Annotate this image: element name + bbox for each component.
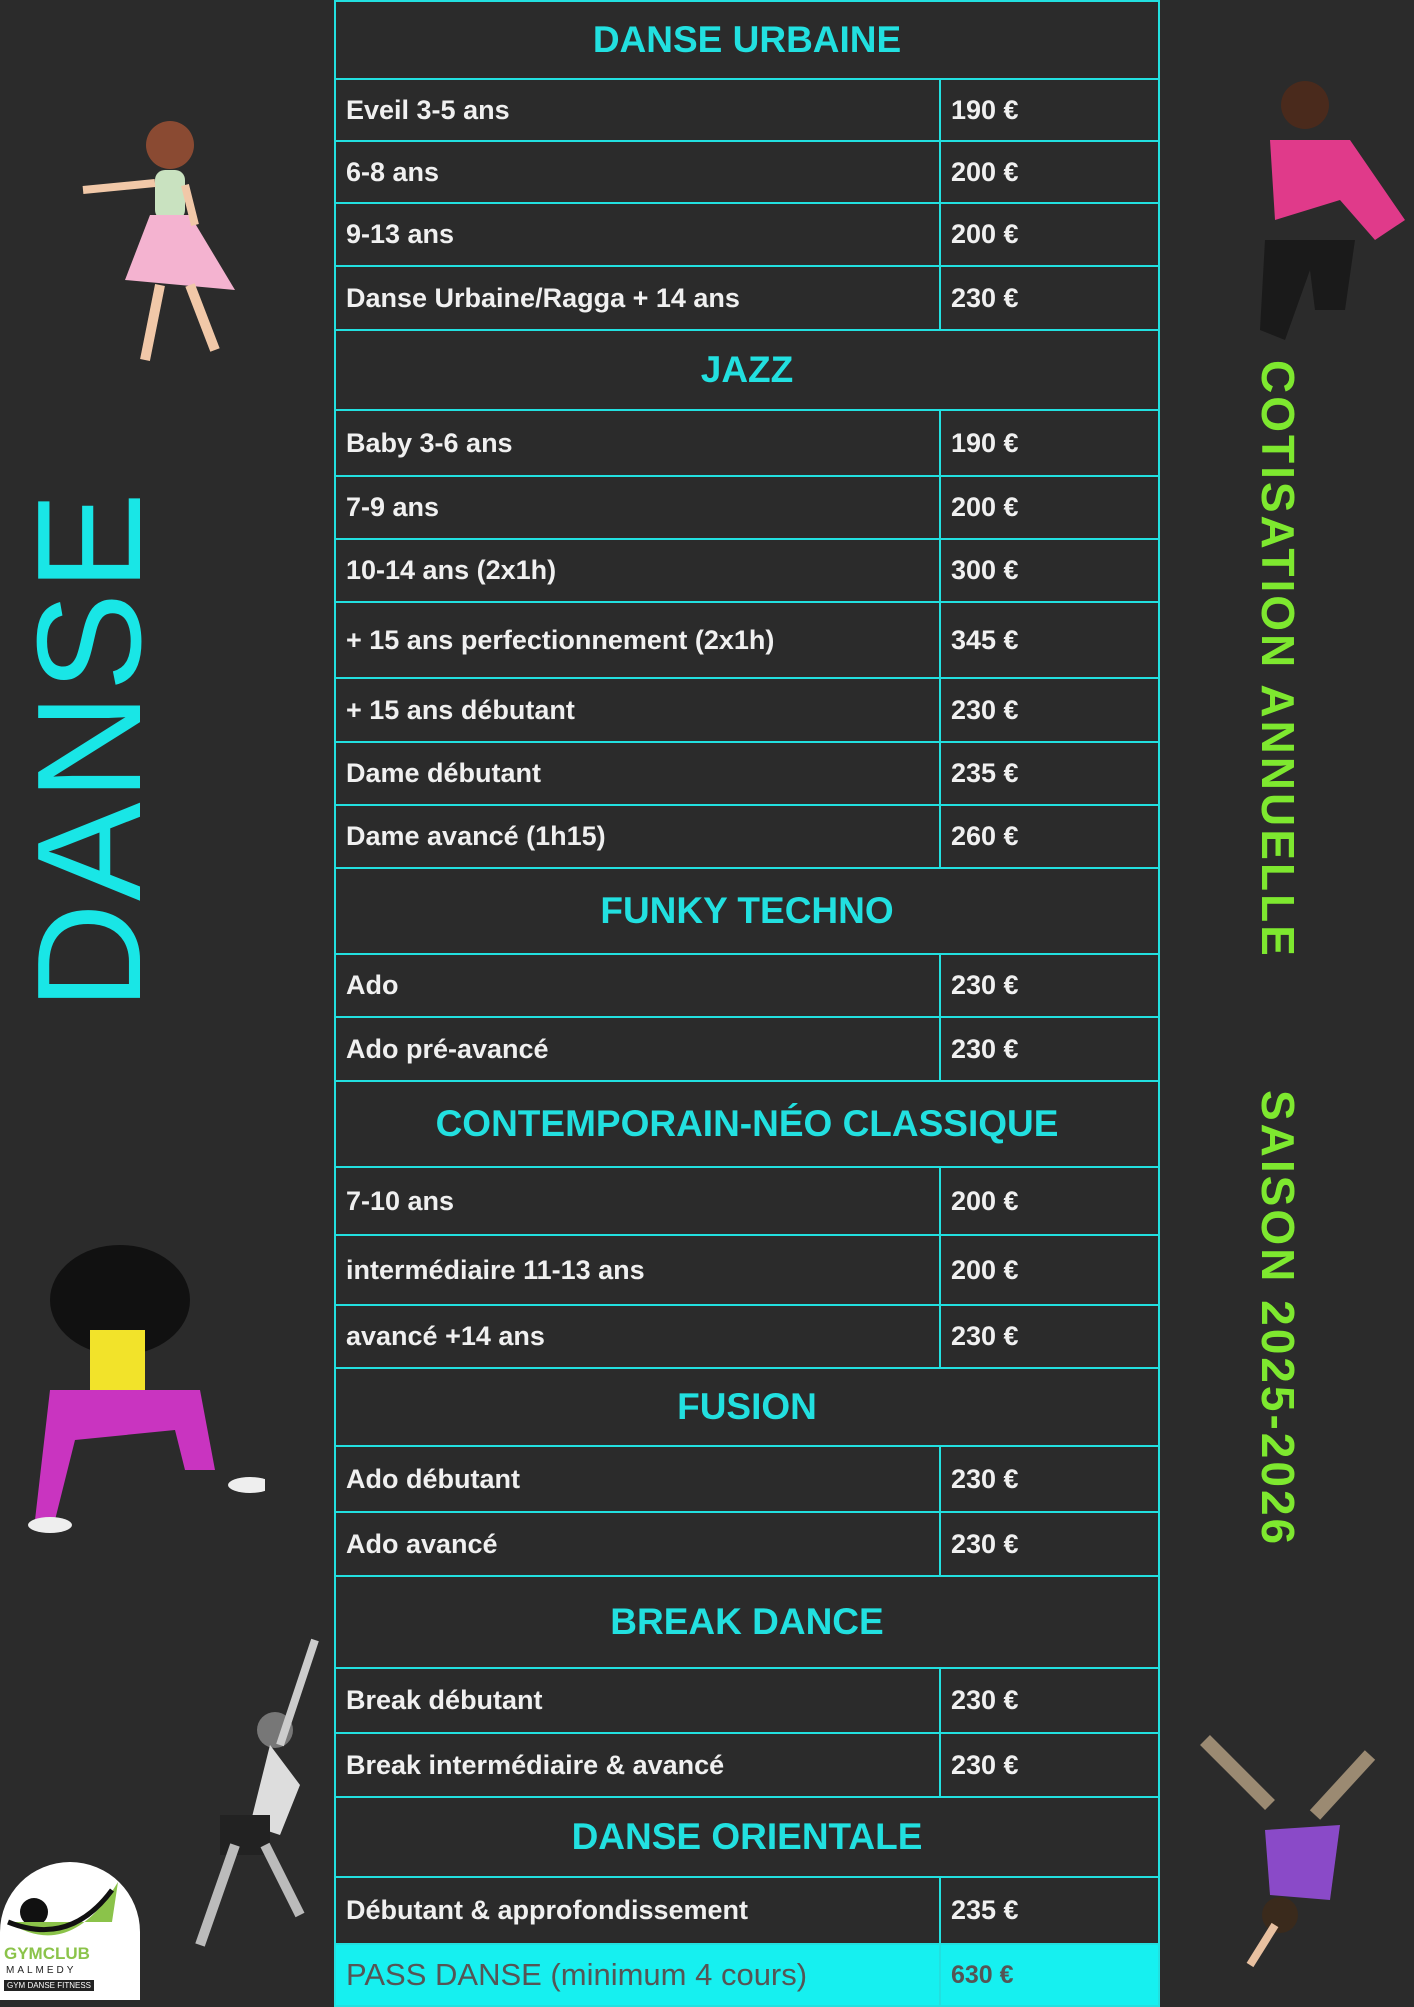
course-label: Ado débutant <box>335 1446 940 1512</box>
section-header <box>335 1081 1159 1167</box>
section-header <box>335 1368 1159 1446</box>
course-price: 230 € <box>940 1446 1159 1512</box>
price-row <box>335 1235 1159 1305</box>
course-price: 230 € <box>940 1733 1159 1797</box>
dancer-bw-photo <box>180 1635 330 1955</box>
section-header <box>335 1797 1159 1877</box>
course-price: 260 € <box>940 805 1159 868</box>
course-label: 6-8 ans <box>335 141 940 203</box>
price-row <box>335 1167 1159 1235</box>
course-label: avancé +14 ans <box>335 1305 940 1368</box>
pass-label: PASS DANSE (minimum 4 cours) <box>335 1944 940 2006</box>
section-title: FUSION <box>335 1368 1159 1446</box>
course-label: Ado pré-avancé <box>335 1017 940 1081</box>
course-price: 230 € <box>940 954 1159 1017</box>
gymclub-logo <box>0 1862 140 2000</box>
course-label: Break intermédiaire & avancé <box>335 1733 940 1797</box>
price-row <box>335 1017 1159 1081</box>
logo-tagline: GYM DANSE FITNESS <box>4 1980 94 1991</box>
course-label: Danse Urbaine/Ragga + 14 ans <box>335 266 940 330</box>
course-label: Eveil 3-5 ans <box>335 79 940 141</box>
course-price: 200 € <box>940 203 1159 266</box>
course-price: 200 € <box>940 476 1159 539</box>
pass-price: 630 € <box>940 1944 1159 2006</box>
price-row <box>335 476 1159 539</box>
price-row <box>335 742 1159 805</box>
price-row <box>335 1733 1159 1797</box>
course-price: 230 € <box>940 1668 1159 1733</box>
section-header <box>335 868 1159 954</box>
course-label: intermédiaire 11-13 ans <box>335 1235 940 1305</box>
price-row <box>335 805 1159 868</box>
course-price: 230 € <box>940 1512 1159 1576</box>
section-title: BREAK DANCE <box>335 1576 1159 1668</box>
course-label: 9-13 ans <box>335 203 940 266</box>
course-label: 10-14 ans (2x1h) <box>335 539 940 602</box>
price-row <box>335 410 1159 476</box>
course-label: 7-10 ans <box>335 1167 940 1235</box>
price-row <box>335 539 1159 602</box>
course-price: 230 € <box>940 266 1159 330</box>
course-price: 235 € <box>940 1877 1159 1944</box>
price-row <box>335 1668 1159 1733</box>
course-label: Débutant & approfondissement <box>335 1877 940 1944</box>
course-price: 235 € <box>940 742 1159 805</box>
price-row <box>335 79 1159 141</box>
section-header <box>335 1576 1159 1668</box>
price-row <box>335 266 1159 330</box>
course-label: Ado <box>335 954 940 1017</box>
danse-title: DANSE <box>7 490 172 1010</box>
pass-row <box>335 1944 1159 2006</box>
course-price: 345 € <box>940 602 1159 678</box>
dancer-girl-pink-jacket-photo <box>1245 70 1414 340</box>
section-header <box>335 1 1159 79</box>
side-text-saison: SAISON 2025-2026 <box>1252 1090 1304 1548</box>
dancer-child-photo <box>75 115 245 375</box>
course-label: + 15 ans perfectionnement (2x1h) <box>335 602 940 678</box>
section-title: JAZZ <box>335 330 1159 410</box>
side-text-cotisation: COTISATION ANNUELLE <box>1252 360 1304 959</box>
price-table <box>334 0 1160 2007</box>
price-row <box>335 678 1159 742</box>
course-price: 300 € <box>940 539 1159 602</box>
price-row <box>335 602 1159 678</box>
section-title: DANSE ORIENTALE <box>335 1797 1159 1877</box>
course-price: 200 € <box>940 141 1159 203</box>
course-price: 200 € <box>940 1235 1159 1305</box>
price-row <box>335 141 1159 203</box>
course-price: 230 € <box>940 678 1159 742</box>
section-title: DANSE URBAINE <box>335 1 1159 79</box>
price-row <box>335 1305 1159 1368</box>
course-label: Break débutant <box>335 1668 940 1733</box>
section-title: CONTEMPORAIN-NÉO CLASSIQUE <box>335 1081 1159 1167</box>
course-label: Dame débutant <box>335 742 940 805</box>
course-label: Ado avancé <box>335 1512 940 1576</box>
course-price: 230 € <box>940 1017 1159 1081</box>
logo-swoosh-icon <box>0 1862 140 1942</box>
price-row <box>335 203 1159 266</box>
logo-name: GYMCLUB <box>4 1944 90 1963</box>
breakdancer-photo <box>1195 1730 1385 1970</box>
course-price: 230 € <box>940 1305 1159 1368</box>
price-row <box>335 954 1159 1017</box>
course-label: Baby 3-6 ans <box>335 410 940 476</box>
course-price: 200 € <box>940 1167 1159 1235</box>
section-title: FUNKY TECHNO <box>335 868 1159 954</box>
course-label: Dame avancé (1h15) <box>335 805 940 868</box>
price-row <box>335 1877 1159 1944</box>
course-label: 7-9 ans <box>335 476 940 539</box>
section-header <box>335 330 1159 410</box>
dancer-woman-purple-photo <box>15 1230 265 1550</box>
price-row <box>335 1512 1159 1576</box>
course-price: 190 € <box>940 410 1159 476</box>
course-price: 190 € <box>940 79 1159 141</box>
price-row <box>335 1446 1159 1512</box>
course-label: + 15 ans débutant <box>335 678 940 742</box>
logo-city: MALMEDY <box>6 1965 77 1976</box>
